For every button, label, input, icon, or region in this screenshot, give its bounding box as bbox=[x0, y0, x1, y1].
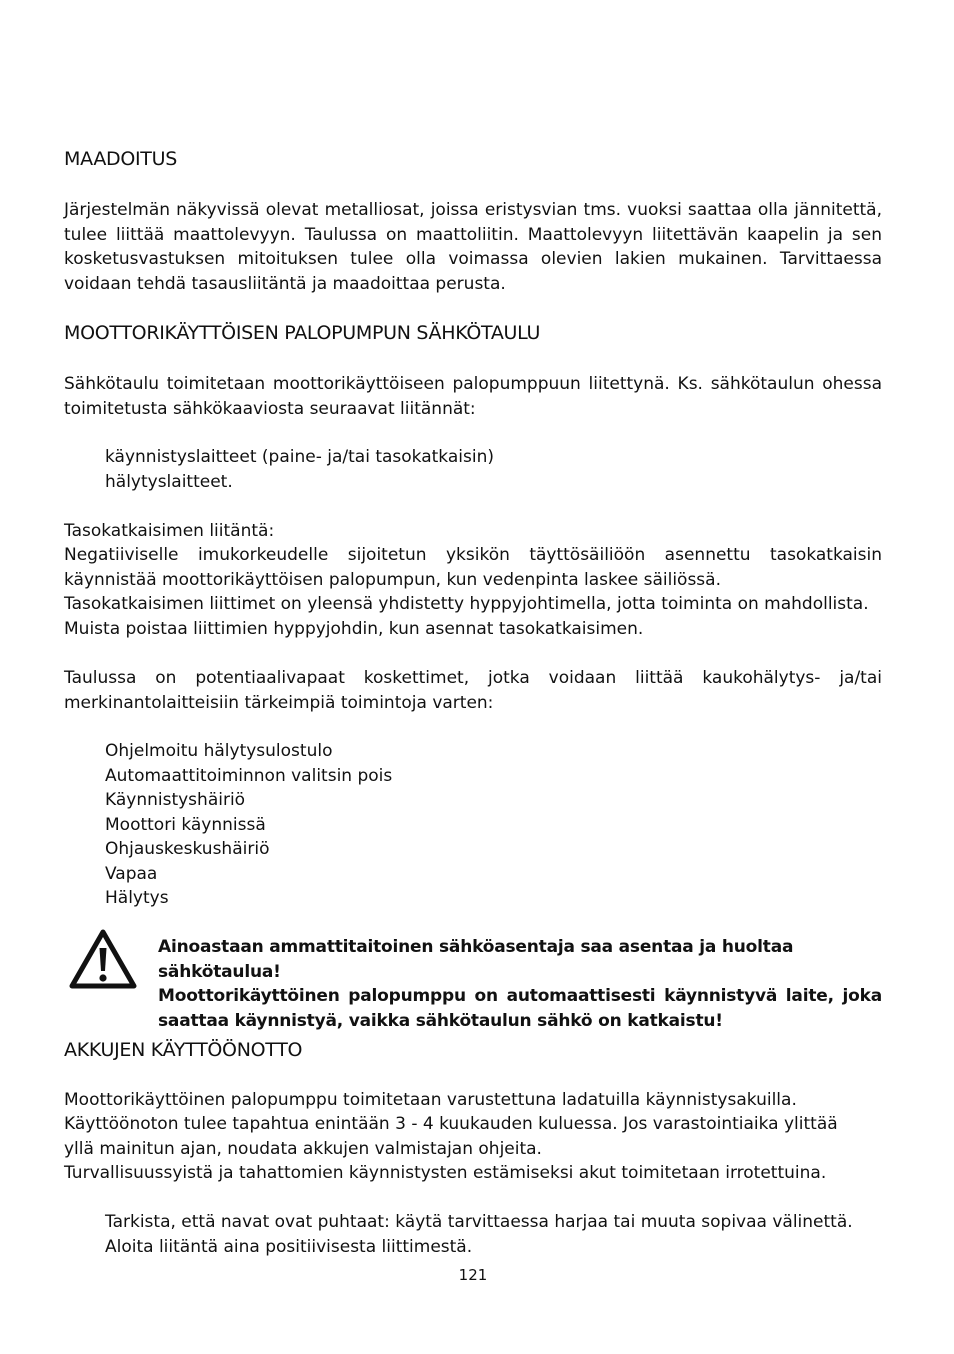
list-item-contact: Ohjelmoitu hälytysulostulo bbox=[105, 741, 333, 761]
warning-line-1: Ainoastaan ammattitaitoinen sähköasentaja saa asentaa ja huoltaa sähkötaulua! bbox=[158, 937, 794, 982]
paragraph-maadoitus: Järjestelmän näkyvissä olevat metalliosat, joissa eristysvian tms. vuoksi saattaa olla jännitettä, tulee liittää maattolevyyn. Taulussa on maattoliitin. Maattolevyyn liitettävän kaapelin ja sen kosketusvastuksen mitoituksen tulee olla voimassa olevien lakien mukainen. Tarvittaessa voidaan tehdä tasausliitäntä ja maadoittaa perusta. bbox=[64, 200, 882, 294]
paragraph-contacts-intro: Taulussa on potentiaalivapaat koskettimet, jotka voidaan liittää kaukohälytys- ja/tai merkinantolaitteisiin tärkeimpiä toimintoja varten: bbox=[64, 668, 882, 713]
list-item-contact: Ohjauskeskushäiriö bbox=[105, 839, 270, 859]
akut-text-1: Moottorikäyttöinen palopumppu toimitetaan varustettuna ladatuilla käynnistysakuilla. bbox=[64, 1090, 797, 1110]
list-item-contact: Automaattitoiminnon valitsin pois bbox=[105, 766, 393, 786]
level-switch-text-2: Tasokatkaisimen liittimet on yleensä yhdistetty hyppyjohtimella, jotta toiminta on mahdollista. bbox=[64, 594, 869, 614]
list-item-contact: Moottori käynnissä bbox=[105, 815, 266, 835]
warning-line-2: Moottorikäyttöinen palopumppu on automaattisesti käynnistyvä laite, joka saattaa käynnistyä, vaikka sähkötaulun sähkö on katkaistu! bbox=[158, 986, 882, 1031]
list-item-step: Tarkista, että navat ovat puhtaat: käytä tarvittaessa harjaa tai muuta sopivaa välinettä. bbox=[105, 1212, 853, 1232]
level-switch-title: Tasokatkaisimen liitäntä: bbox=[64, 521, 275, 541]
list-item-contact: Hälytys bbox=[105, 888, 169, 908]
list-item-connection: käynnistyslaitteet (paine- ja/tai tasokatkaisin) bbox=[105, 447, 494, 467]
list-item-step: Aloita liitäntä aina positiivisesta liittimestä. bbox=[105, 1237, 473, 1257]
paragraph-sahkotaulu-intro: Sähkötaulu toimitetaan moottorikäyttöiseen palopumppuun liitettynä. Ks. sähkötaulun ohessa toimitetusta sähkökaaviosta seuraavat liitännät: bbox=[64, 374, 882, 419]
heading-akut: AKKUJEN KÄYTTÖÖNOTTO bbox=[64, 1039, 303, 1061]
list-item-connection: hälytyslaitteet. bbox=[105, 472, 233, 492]
list-item-contact: Käynnistyshäiriö bbox=[105, 790, 246, 810]
list-item-contact: Vapaa bbox=[105, 864, 158, 884]
level-switch-text-3: Muista poistaa liittimien hyppyjohdin, kun asennat tasokatkaisimen. bbox=[64, 619, 644, 639]
page-number: 121 bbox=[458, 1266, 488, 1284]
akut-text-3: Turvallisuussyistä ja tahattomien käynnistysten estämiseksi akut toimitetaan irrotettuina. bbox=[64, 1163, 827, 1183]
akut-text-2: Käyttöönoton tulee tapahtua enintään 3 - 4 kuukauden kuluessa. Jos varastointiaika ylittää yllä mainitun ajan, noudata akkujen valmistajan ohjeita. bbox=[64, 1114, 838, 1159]
warning-triangle-icon bbox=[68, 928, 138, 990]
level-switch-text-1: Negatiiviselle imukorkeudelle sijoitetun yksikön täyttösäiliöön asennettu tasokatkaisin käynnistää moottorikäyttöisen palopumpun, kun vedenpinta laskee säiliössä. bbox=[64, 545, 882, 590]
heading-sahkotaulu: MOOTTORIKÄYTTÖISEN PALOPUMPUN SÄHKÖTAULU bbox=[64, 322, 541, 344]
warning-text bbox=[158, 935, 882, 1033]
heading-maadoitus: MAADOITUS bbox=[64, 148, 177, 170]
